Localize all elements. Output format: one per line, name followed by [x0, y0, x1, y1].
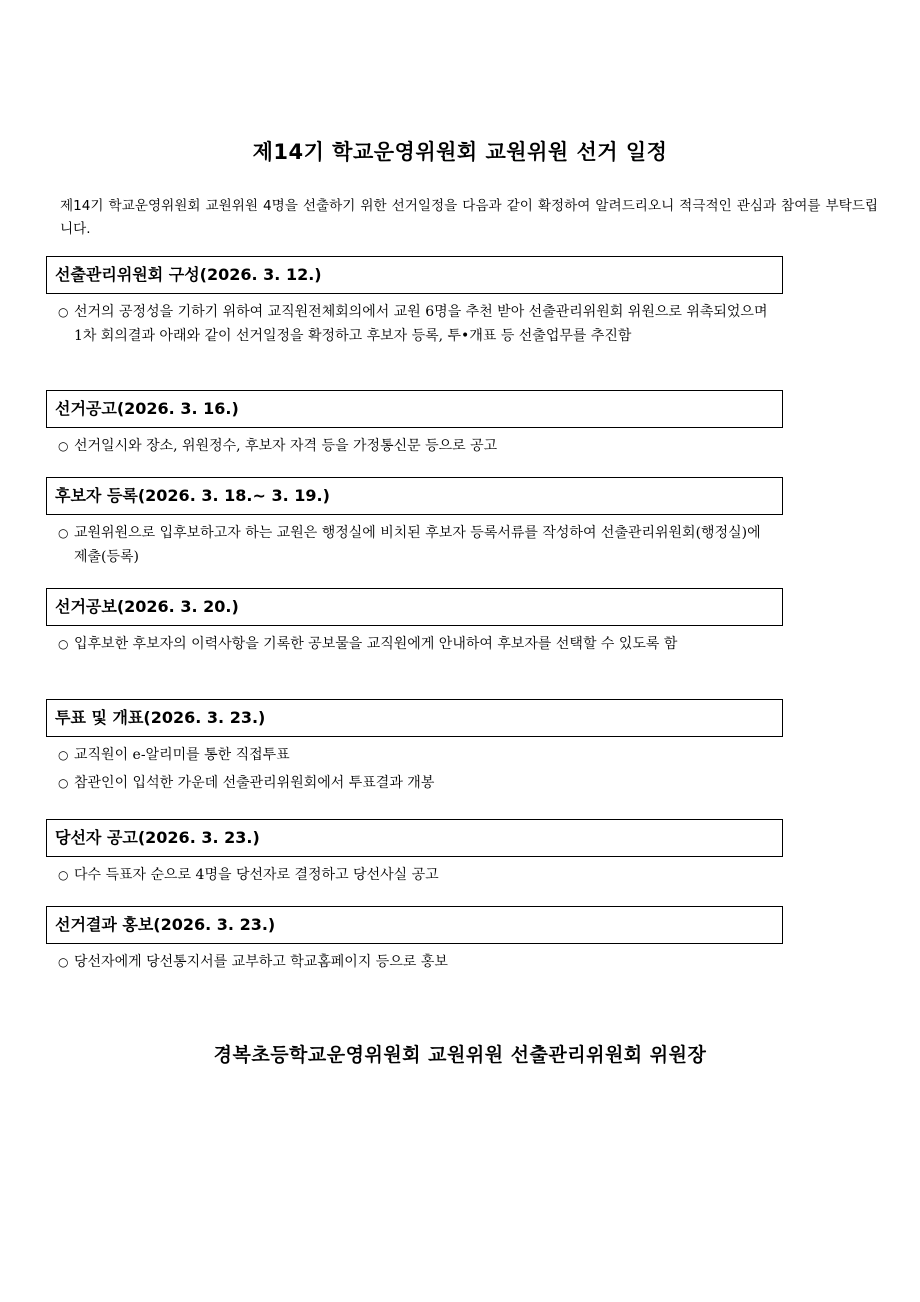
list-item: [46, 771, 774, 795]
list-item: [46, 950, 774, 974]
section-header: 선거공고(2026. 3. 16.): [46, 390, 783, 428]
circle-bullet-icon: ○: [58, 305, 69, 319]
signature-line: 경복초등학교운영위원회 교원위원 선출관리위원회 위원장: [213, 1044, 707, 1066]
section-header: 당선자 공고(2026. 3. 23.): [46, 819, 783, 857]
item-text: 입후보한 후보자의 이력사항을 기록한 공보물을 교직원에게 안내하여 후보자를 선택할 수 있도록 함: [74, 636, 678, 652]
section-header: 선거결과 홍보(2026. 3. 23.): [46, 906, 783, 944]
circle-bullet-icon: ○: [58, 637, 69, 651]
list-item: [46, 300, 774, 348]
circle-bullet-icon: ○: [58, 439, 69, 453]
item-text: 선거일시와 장소, 위원정수, 후보자 자격 등을 가정통신문 등으로 공고: [74, 438, 498, 454]
circle-bullet-icon: ○: [58, 526, 69, 540]
list-item: [46, 434, 774, 458]
section-header: 투표 및 개표(2026. 3. 23.): [46, 699, 783, 737]
item-text: 교원위원으로 입후보하고자 하는 교원은 행정실에 비치된 후보자 등록서류를 작성하여 선출관리위원회(행정실)에 제출(등록): [74, 525, 761, 565]
item-text: 다수 득표자 순으로 4명을 당선자로 결정하고 당선사실 공고: [74, 867, 439, 883]
list-item: [46, 743, 774, 767]
section-header: 선거공보(2026. 3. 20.): [46, 588, 783, 626]
section-winner-announcement: [46, 819, 864, 891]
section-header: 후보자 등록(2026. 3. 18.~ 3. 19.): [46, 477, 783, 515]
list-item: [46, 863, 774, 887]
section-header: 선출관리위원회 구성(2026. 3. 12.): [46, 256, 783, 294]
section-voting-and-counting: [46, 699, 864, 799]
item-text: 교직원이 e-알리미를 통한 직접투표: [74, 747, 290, 763]
circle-bullet-icon: ○: [58, 868, 69, 882]
list-item: [46, 632, 774, 656]
section-candidate-registration: [46, 477, 864, 573]
item-text: 참관인이 입석한 가운데 선출관리위원회에서 투표결과 개봉: [74, 775, 435, 791]
circle-bullet-icon: ○: [58, 776, 69, 790]
section-result-promotion: [46, 906, 864, 978]
section-election-publicity: [46, 588, 864, 660]
section-committee-formation: [46, 256, 864, 352]
item-text: 당선자에게 당선통지서를 교부하고 학교홈페이지 등으로 홍보: [74, 954, 448, 970]
intro-paragraph: 제14기 학교운영위원회 교원위원 4명을 선출하기 위한 선거일정을 다음과 같이 확정하여 알려드리오니 적극적인 관심과 참여를 부탁드립니다.: [60, 198, 878, 237]
item-text: 선거의 공정성을 기하기 위하여 교직원전체회의에서 교원 6명을 추천 받아 선출관리위원회 위원으로 위촉되었으며 1차 회의결과 아래와 같이 선거일정을 확정하고 후보자 등록, 투•개표 등 선출업무를 추진함: [74, 304, 768, 344]
circle-bullet-icon: ○: [58, 955, 69, 969]
circle-bullet-icon: ○: [58, 748, 69, 762]
list-item: [46, 521, 774, 569]
section-election-notice: [46, 390, 864, 462]
document-title: 제14기 학교운영위원회 교원위원 선거 일정: [252, 140, 668, 164]
